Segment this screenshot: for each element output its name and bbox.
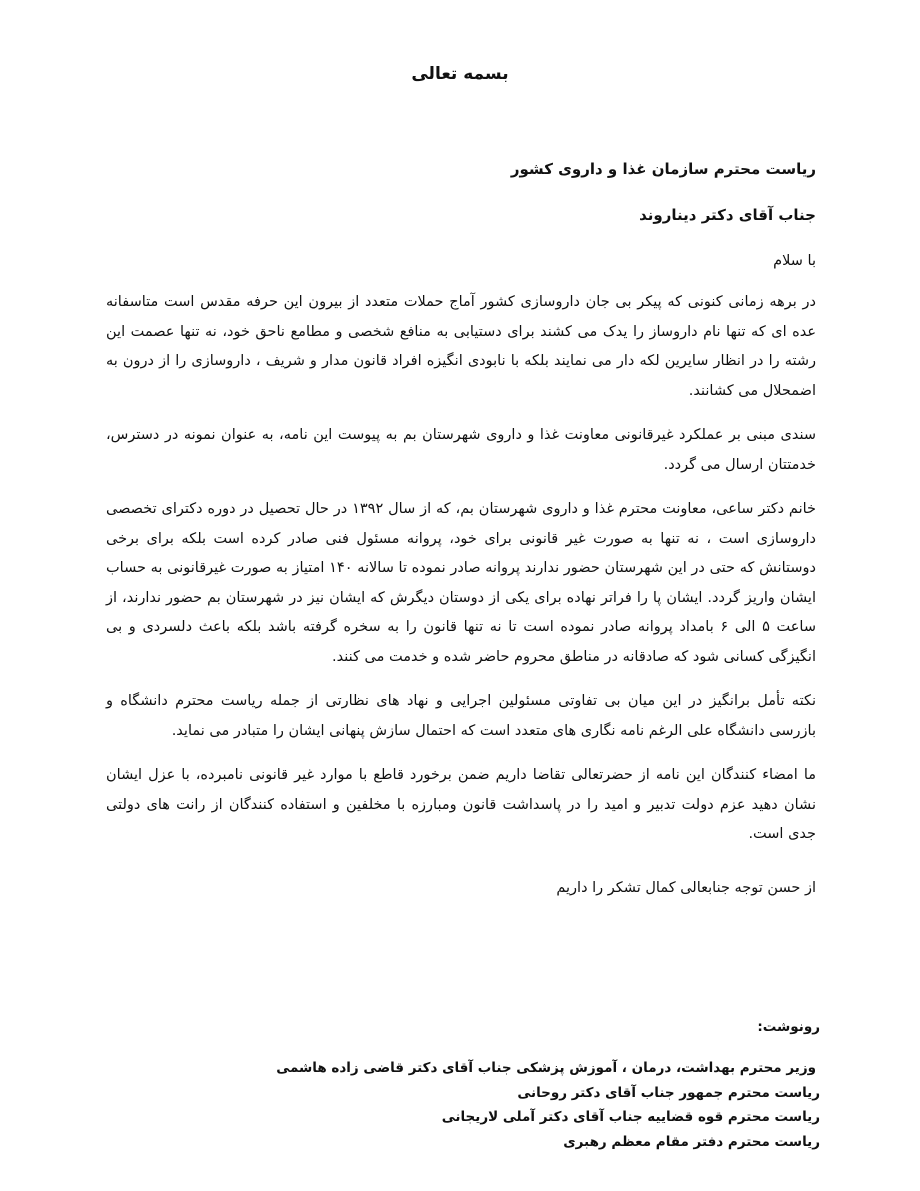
paragraph-request: ما امضاء کنندگان این نامه از حضرتعالی تقاضا داریم ضمن برخورد قاطع با موارد غیر قانونی نامبرده، با عزل ایشان نشان دهید عزم دولت تدبیر و امید را در پاسداشت قانون ومبارزه با مخلفین و استفاده کنندگان از رانت های دولتی جدی است. [106, 767, 816, 842]
greeting: با سلام [773, 253, 816, 269]
cc-recipient: ریاست محترم قوه قضاییه جناب آقای دکتر آملی لاریجانی [441, 1109, 820, 1125]
closing-line: از حسن توجه جنابعالی کمال تشکر را داریم [556, 880, 816, 896]
paragraph-oversight: نکته تأمل برانگیز در این میان بی تفاوتی مسئولین اجرایی و نهاد های نظارتی از جمله ریاست محترم دانشگاه و بازرسی دانشگاه علی الرغم نامه نگاری های متعدد است که احتمال سازش پنهانی ایشان را متبادر می نماید. [106, 693, 816, 739]
addressee-person: جناب آقای دکتر دیناروند [639, 206, 816, 224]
cc-title: رونوشت: [757, 1019, 820, 1035]
paragraph-attachment-note: سندی مبنی بر عملکرد غیرقانونی معاونت غذا و داروی شهرستان بم به پیوست این نامه، به عنوان نمونه در دسترس، خدمتتان ارسال می گردد. [106, 427, 816, 473]
paragraph-intro: در برهه زمانی کنونی که پیکر بی جان داروسازی کشور آماج حملات متعدد از بیرون این حرفه مقدس است متاسفانه عده ای که تنها نام داروساز را یدک می کشند برای دستیابی به منافع شخصی و مطامع ناحق خود، نه تنها عصمت این رشته را در انظار سایرین لکه دار می نمایند بلکه با نابودی انگیزه افراد قانون مدار و شریف ، داروسازی را از درون به اضمحلال می کشانند. [106, 294, 816, 399]
addressee-organization: ریاست محترم سازمان غذا و داروی کشور [510, 160, 816, 178]
cc-recipient: وزیر محترم بهداشت، درمان ، آموزش پزشکی جناب آقای دکتر قاضی زاده هاشمی [276, 1060, 816, 1076]
paragraph-allegation: خانم دکتر ساعی، معاونت محترم غذا و داروی شهرستان بم، که از سال ۱۳۹۲ در حال تحصیل در دوره دکترای تخصصی داروسازی است ، نه تنها به صورت غیر قانونی برای خود، پروانه مسئول فنی صادر کرده است بلکه برای برخی دوستانش که حتی در این شهرستان حضور ندارند پروانه صادر نموده تا سالانه ۱۴۰ امتیاز به صورت غیرقانونی به حساب ایشان واریز گردد. ایشان پا را فراتر نهاده برای یکی از دوستان دیگرش که ایشان نیز در شهرستان بم حضور ندارند، از ساعت ۵ الی ۶ بامداد پروانه صادر نموده است تا نه تنها قانون را به سخره گرفته باشد بلکه باعث دلسردی و بی انگیزگی کسانی شود که صادقانه در مناطق محروم حاضر شده و خدمت می کنند. [106, 501, 817, 665]
cc-recipient-list [276, 1056, 820, 1154]
cc-recipient: ریاست محترم جمهور جناب آقای دکتر روحانی [517, 1084, 820, 1101]
letter-header-bismillah: بسمه تعالی [411, 64, 509, 84]
cc-recipient: ریاست محترم دفتر مقام معظم رهبری [563, 1133, 820, 1150]
letter-body [106, 288, 816, 865]
